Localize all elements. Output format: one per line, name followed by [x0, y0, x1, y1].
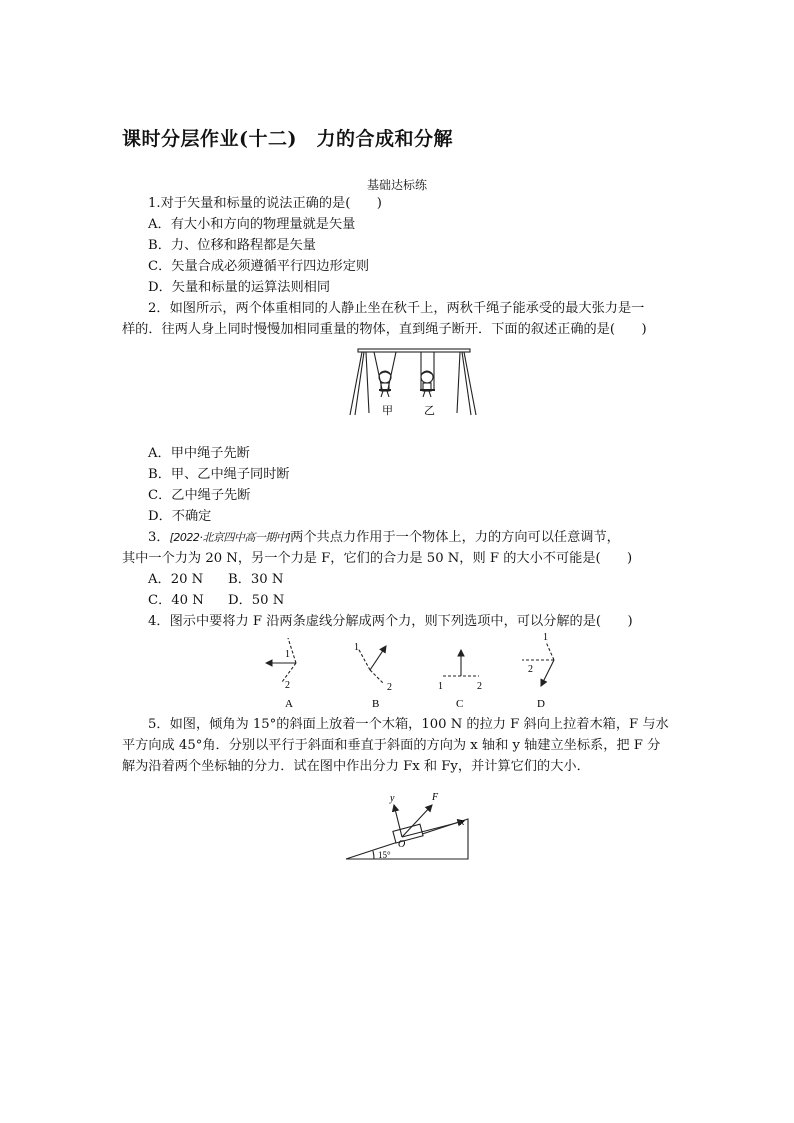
q1-option-a: A．有大小和方向的物理量就是矢量 [148, 217, 356, 232]
fig-b-num2: 2 [387, 682, 392, 693]
q1-option-b: B．力、位移和路程都是矢量 [148, 238, 316, 253]
incline-figure [344, 785, 474, 865]
fig-b-force-arrow [370, 646, 386, 670]
q2-stem-line1: 2．如图所示，两个体重相同的人静止坐在秋千上，两秋千绳子能承受的最大张力是一 [148, 301, 645, 316]
q2-stem-line2: 样的．往两人身上同时慢慢加相同重量的物体，直到绳子断开．下面的叙述正确的是( ) [122, 322, 647, 337]
fig-d-force-arrow [541, 660, 554, 686]
fig-letter-b: B [372, 698, 380, 710]
q5-line3: 解为沿着两个坐标轴的分力．试在图中作出分力 Fx 和 Fy，并计算它们的大小． [122, 759, 590, 774]
label-angle: 15° [378, 850, 391, 860]
q2-option-a: A．甲中绳子先断 [148, 446, 250, 461]
q4-options-figure [258, 630, 568, 710]
q3-number: 3． [148, 530, 170, 545]
fig-c-num2: 2 [477, 681, 482, 692]
label-F: F [432, 792, 439, 803]
swing-label-yi: 乙 [424, 405, 435, 417]
label-y: y [390, 793, 395, 804]
fig-d-num2: 2 [528, 664, 533, 675]
label-x: x [460, 817, 465, 828]
q2-option-c: C．乙中绳子先断 [148, 488, 251, 503]
fig-d-num1: 1 [543, 632, 548, 643]
swing-label-jia: 甲 [382, 405, 393, 417]
q3-option-b: B．30 N [228, 572, 284, 587]
q4-stem: 4．图示中要将力 F 沿两条虚线分解成两个力，则下列选项中，可以分解的是( ) [148, 614, 633, 629]
q1-option-d: D．矢量和标量的运算法则相同 [148, 280, 331, 295]
fig-letter-d: D [537, 698, 545, 710]
q3-option-a: A．20 N [148, 572, 204, 587]
page-title: 课时分层作业(十二) 力的合成和分解 [122, 128, 453, 150]
q5-line1: 5．如图，倾角为 15°的斜面上放着一个木箱，100 N 的拉力 F 斜向上拉着木箱，F 与水 [148, 717, 669, 732]
q3-option-c: C．40 N [148, 593, 204, 608]
q3-stem-line1 [148, 529, 620, 547]
fig-a-num2: 2 [285, 680, 290, 691]
q3-options-row2 [148, 592, 284, 610]
q3-source: [2022·北京四中高一期中] [169, 531, 291, 544]
section-heading: 基础达标练 [366, 178, 427, 192]
fig-c-num1: 1 [438, 681, 443, 692]
fig-letter-c: C [456, 698, 464, 710]
label-O: O [398, 839, 406, 850]
fig-letter-a: A [285, 698, 293, 710]
q2-option-d: D．不确定 [148, 509, 212, 524]
q3-stem-rest: 两个共点力作用于一个物体上，力的方向可以任意调节， [290, 530, 620, 545]
q1-stem: 1.对于矢量和标量的说法正确的是( ) [148, 196, 382, 211]
q5-line2: 平方向成 45°角．分别以平行于斜面和垂直于斜面的方向为 x 轴和 y 轴建立坐标系，把 F 分 [122, 738, 661, 753]
q3-stem-line2: 其中一个力为 20 N，另一个力是 F，它们的合力是 50 N，则 F 的大小不可能是( ) [122, 551, 633, 566]
fig-b-num1: 1 [354, 642, 359, 653]
fig-a-num1: 1 [285, 649, 290, 660]
swing-figure [344, 345, 484, 425]
q3-option-d: D．50 N [228, 593, 285, 608]
q2-option-b: B．甲、乙中绳子同时断 [148, 467, 290, 482]
q3-options-row1 [148, 571, 283, 589]
q1-option-c: C．矢量合成必须遵循平行四边形定则 [148, 259, 370, 274]
